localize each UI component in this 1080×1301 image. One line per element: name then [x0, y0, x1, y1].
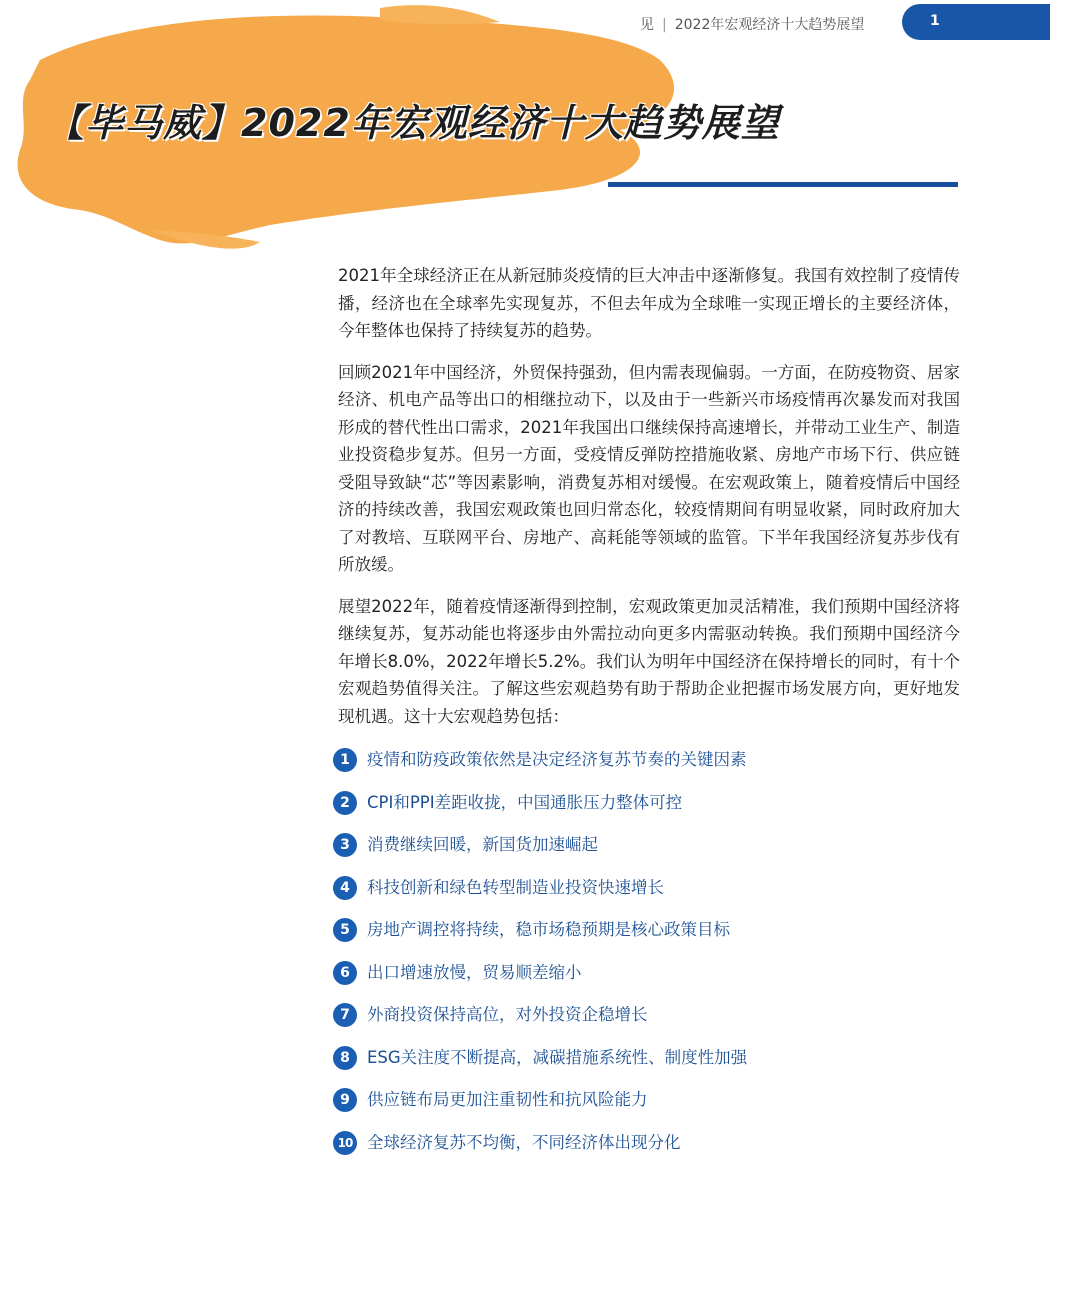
trend-number-badge: 6 [333, 961, 357, 985]
trend-text: 疫情和防疫政策依然是决定经济复苏节奏的关键因素 [367, 750, 747, 769]
trend-number-badge: 2 [333, 791, 357, 815]
trend-number-badge: 7 [333, 1003, 357, 1027]
trend-text: 外商投资保持高位，对外投资企稳增长 [367, 1005, 648, 1024]
trend-item [333, 874, 973, 917]
trend-text: 消费继续回暖，新国货加速崛起 [367, 835, 598, 854]
trends-list [333, 746, 973, 1171]
trend-item [333, 1001, 973, 1044]
trend-number-badge: 4 [333, 876, 357, 900]
title-underline-rule [608, 182, 958, 187]
trend-text: 供应链布局更加注重韧性和抗风险能力 [367, 1090, 648, 1109]
trend-text: 科技创新和绿色转型制造业投资快速增长 [367, 877, 664, 897]
header-fragment: 见 [640, 17, 654, 33]
trend-text: CPI和PPI差距收拢，中国通胀压力整体可控 [367, 792, 683, 812]
trend-item [333, 916, 973, 959]
trend-number-badge: 5 [333, 918, 357, 942]
running-header [640, 14, 864, 34]
trend-number-badge: 8 [333, 1046, 357, 1070]
trend-number-badge: 3 [333, 833, 357, 857]
paragraph-intro: 2021年全球经济正在从新冠肺炎疫情的巨大冲击中逐渐修复。我国有效控制了疫情传播，经济也在全球率先实现复苏，不但去年成为全球唯一实现正增长的主要经济体，今年整体也保持了持续复苏的趋势。 [338, 266, 960, 340]
trend-text: ESG关注度不断提高，减碳措施系统性、制度性加强 [367, 1047, 748, 1067]
trend-item [333, 831, 973, 874]
paragraph-review: 回顾2021年中国经济，外贸保持强劲，但内需表现偏弱。一方面，在防疫物资、居家经济、机电产品等出口的相继拉动下，以及由于一些新兴市场疫情再次暴发而对我国形成的替代性出口需求，2021年我国出口继续保持高速增长，并带动工业生产、制造业投资稳步复苏。但另一方面，受疫情反弹防控措施收紧、房地产市场下行、供应链受阻导致缺“芯”等因素影响，消费复苏相对缓慢。在宏观政策上，随着疫情后中国经济的持续改善，我国宏观政策也回归常态化，较疫情期间有明显收紧，同时政府加大了对教培、互联网平台、房地产、高耗能等领域的监管。下半年我国经济复苏步伐有所放缓。 [338, 362, 960, 574]
trend-item [333, 959, 973, 1002]
page-number-tab [902, 4, 1050, 40]
running-title: 2022年宏观经济十大趋势展望 [674, 17, 865, 33]
trend-text: 房地产调控将持续，稳市场稳预期是核心政策目标 [367, 920, 730, 939]
trend-number-badge: 9 [333, 1088, 357, 1112]
trend-number-badge: 1 [333, 748, 357, 772]
trend-number-badge: 10 [333, 1131, 357, 1155]
trend-item [333, 1129, 973, 1172]
trend-item [333, 1044, 973, 1087]
trend-text: 出口增速放慢，贸易顺差缩小 [367, 962, 582, 982]
paragraph-outlook: 展望2022年，随着疫情逐渐得到控制，宏观政策更加灵活精准，我们预期中国经济将继续复苏，复苏动能也将逐步由外需拉动向更多内需驱动转换。我们预期中国经济今年增长8.0%，2022年增长5.2%。我们认为明年中国经济在保持增长的同时，有十个宏观趋势值得关注。了解这些宏观趋势有助于帮助企业把握市场发展方向，更好地发现机遇。这十大宏观趋势包括： [338, 596, 960, 726]
trend-item [333, 789, 973, 832]
trend-item [333, 1086, 973, 1129]
page-number: 1 [930, 13, 940, 29]
header-separator: | [662, 17, 667, 33]
page-title: 【毕马威】2022年宏观经济十大趋势展望 [46, 101, 780, 145]
body-text [338, 262, 960, 744]
trend-text: 全球经济复苏不均衡，不同经济体出现分化 [367, 1132, 681, 1152]
trend-item [333, 746, 973, 789]
